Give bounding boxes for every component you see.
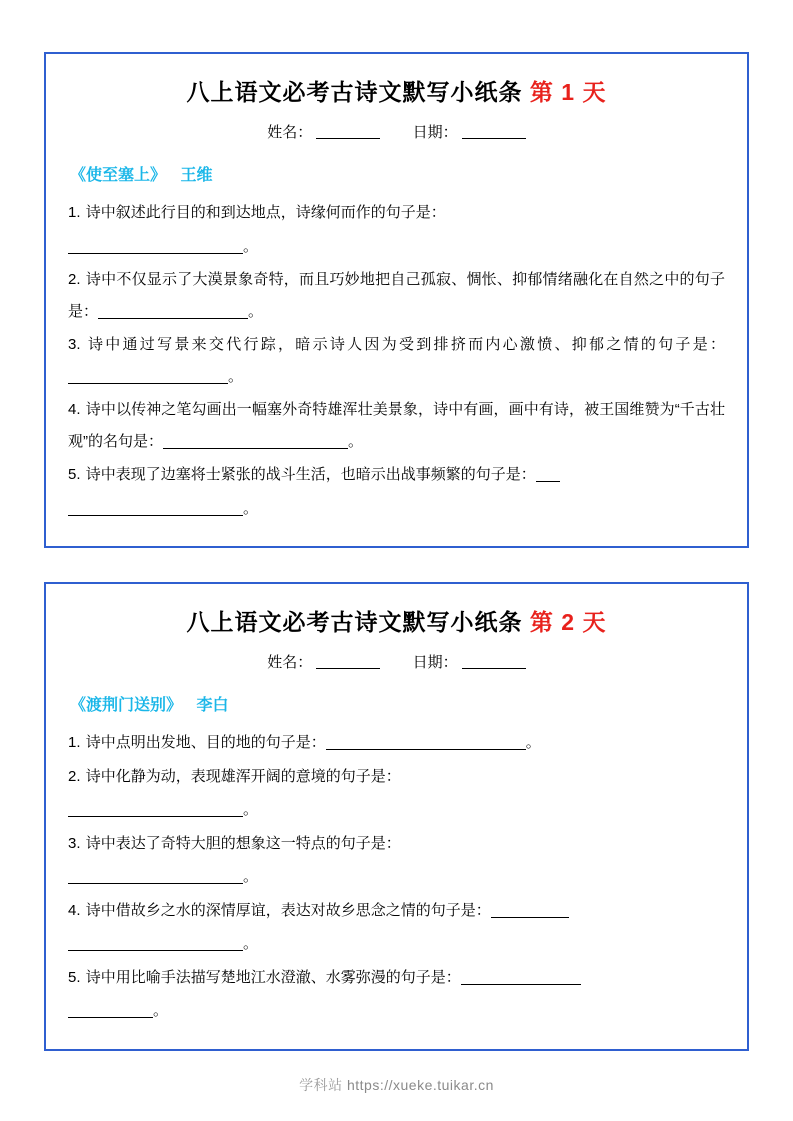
question-number: 3. — [68, 336, 81, 353]
date-input-blank[interactable] — [462, 654, 526, 669]
question-item — [68, 727, 725, 759]
date-input-blank[interactable] — [462, 124, 526, 139]
period-mark: 。 — [525, 734, 541, 751]
question-number: 1. — [68, 204, 81, 221]
card-title-day1 — [68, 74, 725, 107]
question-number: 2. — [68, 767, 81, 785]
question-item — [68, 329, 725, 392]
question-number: 4. — [68, 901, 81, 919]
answer-blank-line — [68, 995, 725, 1027]
answer-blank-line — [68, 493, 725, 525]
date-label: 日期： — [412, 124, 458, 141]
period-mark: 。 — [243, 935, 259, 952]
poem-heading-day2 — [70, 692, 725, 715]
footer-watermark — [0, 1075, 793, 1095]
question-item — [68, 264, 725, 327]
question-item — [68, 895, 725, 927]
question-number: 5. — [68, 968, 81, 986]
answer-blank-line — [68, 928, 725, 960]
date-field-group — [413, 651, 526, 672]
answer-blank[interactable] — [491, 902, 569, 918]
period-mark: 。 — [248, 302, 264, 320]
question-text: 诗中叙述此行目的和到达地点，诗缘何而作的句子是： — [85, 204, 446, 221]
meta-row-day2 — [68, 651, 725, 672]
question-number: 5. — [68, 466, 81, 483]
watermark-label: 学科站 — [299, 1077, 343, 1093]
question-text: 诗中通过写景来交代行踪，暗示诗人因为受到排挤而内心激愤、抑郁之情的句子是： — [87, 336, 725, 353]
poem-title: 《使至塞上》 — [70, 167, 167, 184]
answer-blank-line — [68, 861, 725, 893]
name-label: 姓名： — [267, 124, 313, 141]
question-text: 诗中不仅显示了大漠景象奇特，而且巧妙地把自己孤寂、惆怅、抑郁情绪融化在自然之中的句子是： — [68, 271, 725, 320]
name-field-group — [267, 651, 380, 672]
answer-blank[interactable] — [68, 801, 243, 817]
question-item — [68, 459, 725, 491]
answer-blank[interactable] — [68, 1002, 153, 1018]
name-field-group — [267, 121, 380, 142]
answer-blank[interactable] — [461, 969, 581, 985]
question-text: 诗中表现了边塞将士紧张的战斗生活，也暗示出战事频繁的句子是： — [85, 466, 536, 483]
date-field-group — [413, 121, 526, 142]
meta-row-day1 — [68, 121, 725, 142]
question-item — [68, 962, 725, 994]
poem-author: 李白 — [196, 697, 229, 714]
question-item — [68, 828, 725, 860]
answer-blank[interactable] — [68, 368, 228, 384]
poem-author: 王维 — [180, 167, 213, 184]
answer-blank[interactable] — [98, 303, 248, 319]
question-number: 1. — [68, 734, 81, 751]
card-title-day: 第 1 天 — [529, 79, 607, 105]
question-text: 诗中借故乡之水的深情厚谊，表达对故乡思念之情的句子是： — [85, 901, 491, 919]
card-title-day: 第 2 天 — [529, 609, 607, 635]
period-mark: 。 — [243, 237, 259, 255]
watermark-url: https://xueke.tuikar.cn — [346, 1077, 494, 1093]
answer-blank[interactable] — [326, 734, 526, 750]
period-mark: 。 — [153, 1002, 169, 1019]
question-number: 4. — [68, 401, 81, 418]
question-item — [68, 394, 725, 457]
question-text: 诗中以传神之笔勾画出一幅塞外奇特雄浑壮美景象，诗中有画，画中有诗，被王国维赞为“千古壮观”的名句是： — [68, 401, 726, 450]
name-input-blank[interactable] — [316, 124, 380, 139]
card-title-day2 — [68, 604, 725, 637]
card-title-main: 八上语文必考古诗文默写小纸条 — [186, 79, 523, 105]
answer-blank-line — [68, 231, 725, 263]
worksheet-card-day1 — [44, 52, 749, 548]
answer-blank[interactable] — [68, 935, 243, 951]
question-item — [68, 761, 725, 793]
question-text: 诗中点明出发地、目的地的句子是： — [85, 734, 326, 751]
answer-blank[interactable] — [68, 500, 243, 516]
question-text: 诗中用比喻手法描写楚地江水澄澈、水雾弥漫的句子是： — [85, 968, 461, 986]
answer-blank[interactable] — [68, 868, 243, 884]
question-item — [68, 197, 725, 229]
worksheet-card-day2 — [44, 582, 749, 1051]
period-mark: 。 — [243, 801, 259, 818]
name-input-blank[interactable] — [316, 654, 380, 669]
poem-heading-day1 — [70, 162, 725, 185]
period-mark: 。 — [228, 367, 244, 385]
date-label: 日期： — [412, 654, 458, 671]
name-label: 姓名： — [267, 654, 313, 671]
answer-blank[interactable] — [163, 433, 348, 449]
question-text: 诗中化静为动，表现雄浑开阔的意境的句子是： — [85, 767, 401, 785]
answer-blank-line — [68, 794, 725, 826]
question-number: 3. — [68, 834, 81, 852]
answer-blank[interactable] — [536, 466, 560, 482]
card-title-main: 八上语文必考古诗文默写小纸条 — [186, 609, 523, 635]
period-mark: 。 — [243, 868, 259, 885]
poem-title: 《渡荆门送别》 — [70, 697, 183, 714]
answer-blank[interactable] — [68, 238, 243, 254]
question-number: 2. — [68, 271, 81, 288]
question-text: 诗中表达了奇特大胆的想象这一特点的句子是： — [85, 834, 401, 852]
period-mark: 。 — [348, 432, 364, 450]
period-mark: 。 — [243, 499, 259, 517]
